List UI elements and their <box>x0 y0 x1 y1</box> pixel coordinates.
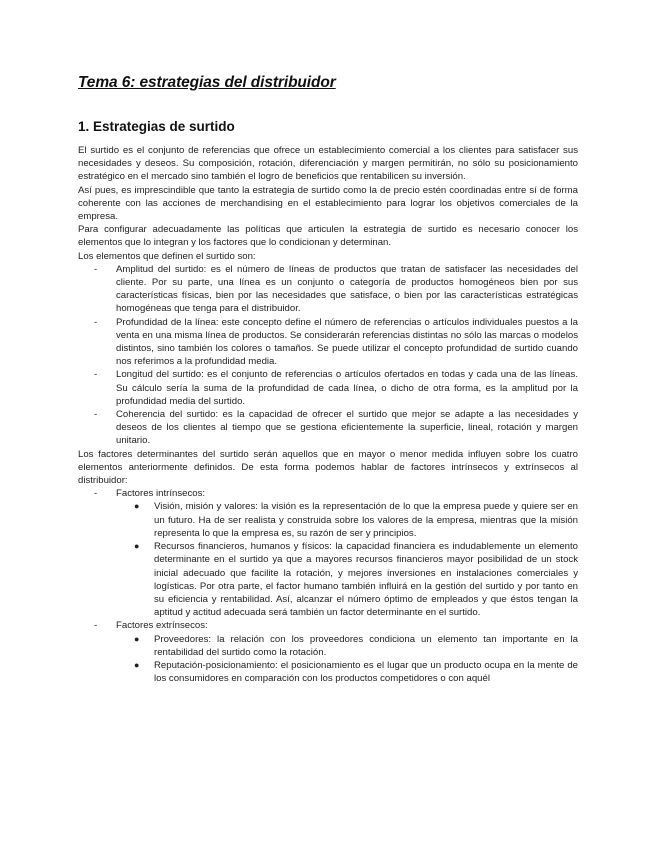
factor-groups-list <box>78 487 578 685</box>
dash-marker: - <box>94 316 98 328</box>
factor-items-list <box>116 633 578 686</box>
bullet-icon: ● <box>134 633 140 644</box>
list-item <box>78 368 578 408</box>
intro-paragraph: El surtido es el conjunto de referencias que ofrece un establecimiento comercial a los clientes para satisfacer sus necesidades y deseos. Su composición, rotación, diferenciación y margen permitirán, no sólo su posicionamiento estratégico en el mercado sino también el logro de beneficios que rentabilicen su inversión. <box>78 145 578 183</box>
factor-text: Visión, misión y valores: la visión es la representación de lo que la empresa puede y quiere ser en un futuro. Ha de ser realista y construida sobre los valores de la empresa, mientras que la misión representa lo que la empresa es, su razón de ser y principios. <box>154 501 578 539</box>
list-item <box>78 263 578 316</box>
dash-marker: - <box>94 620 98 632</box>
list-item <box>116 659 578 685</box>
factor-group <box>78 487 578 619</box>
bullet-icon: ● <box>134 659 140 670</box>
factor-text: Recursos financieros, humanos y físicos: la capacidad financiera es indudablemente un elemento determinante en el surtido ya que a mayores recursos financieros mayor posibilidad de un stock inicial adecuado que facilite la rotación, y mejores inversiones en instalaciones comerciales y logísticas. Por otra parte, el factor humano también influirá en la gestión del surtido y por tanto en su eficiencia y rentabilidad. Así, alcanzar el número óptimo de empleados y que éstos tengan la aptitud y actitud adecuada será también un factor determinante en el surtido. <box>154 541 578 619</box>
document-title: Tema 6: estrategias del distribuidor <box>78 74 336 91</box>
element-text: Amplitud del surtido: es el número de líneas de productos que tratan de satisfacer las necesidades del cliente. Por su parte, una línea es un conjunto o categoría de productos homogéneos bien por sus características físicas, bien por las necesidades que satisface, o bien por las características estratégicas homogéneas que tenga para el distribuidor. <box>116 263 578 315</box>
bullet-icon: ● <box>134 501 140 512</box>
list-item <box>78 316 578 369</box>
factor-group-label: Factores intrínsecos: <box>116 488 206 500</box>
dash-marker: - <box>94 369 98 381</box>
list-item <box>116 633 578 659</box>
factor-group <box>78 619 578 685</box>
intro-paragraph: Los elementos que definen el surtido son: <box>78 250 256 262</box>
list-item <box>116 540 578 619</box>
document-page <box>78 74 578 685</box>
list-item <box>116 500 578 540</box>
element-text: Profundidad de la línea: este concepto define el número de referencias o artículos individuales puestos a la venta en una misma línea de productos. Se considerarán referencias distintas no sólo las marcas o modelos distintos, sino también los colores o tamaños. Se puede utilizar el concepto profundidad de surtido cuando nos referimos a la profundidad media. <box>116 316 578 368</box>
factor-text: Reputación-posicionamiento: el posicionamiento es el lugar que un producto ocupa en la mente de los consumidores en comparación con los productos competidores o con aquél <box>154 659 578 685</box>
intro-paragraph: Para configurar adecuadamente las políticas que articulen la estrategia de surtido es necesario conocer los elementos que lo integran y los factores que lo condicionan y determinan. <box>78 224 578 249</box>
section-heading: 1. Estrategias de surtido <box>78 119 235 134</box>
element-text: Longitud del surtido: es el conjunto de referencias o artículos ofertados en todas y cada una de las líneas. Su cálculo sería la suma de la profundidad de cada línea, o dicho de otra forma, es la amplitud por la profundidad media del surtido. <box>116 369 578 407</box>
factor-group-label: Factores extrínsecos: <box>116 620 208 632</box>
factors-paragraph: Los factores determinantes del surtido serán aquellos que en mayor o menor medida influyen sobre los cuatro elementos anteriormente definidos. De esta forma podemos hablar de factores intrínsecos y extrínsecos al distribuidor: <box>78 448 578 487</box>
elements-list <box>78 263 578 448</box>
dash-marker: - <box>94 409 98 421</box>
list-item <box>78 408 578 448</box>
factor-text: Proveedores: la relación con los proveedores condiciona un elemento tan importante en la rentabilidad del surtido como la rotación. <box>154 633 578 658</box>
dash-marker: - <box>94 488 98 500</box>
bullet-icon: ● <box>134 541 140 552</box>
factor-items-list <box>116 500 578 619</box>
intro-paragraph: Así pues, es imprescindible que tanto la estrategia de surtido como la de precio estén coordinadas entre sí de forma coherente con las acciones de merchandising en el establecimiento para lograr los objetivos comerciales de la empresa. <box>78 184 578 223</box>
dash-marker: - <box>94 263 98 275</box>
element-text: Coherencia del surtido: es la capacidad de ofrecer el surtido que mejor se adapte a las necesidades y deseos de los clientes al tiempo que se gestiona eficientemente la superficie, lineal, rotación y margen unitario. <box>116 409 578 447</box>
